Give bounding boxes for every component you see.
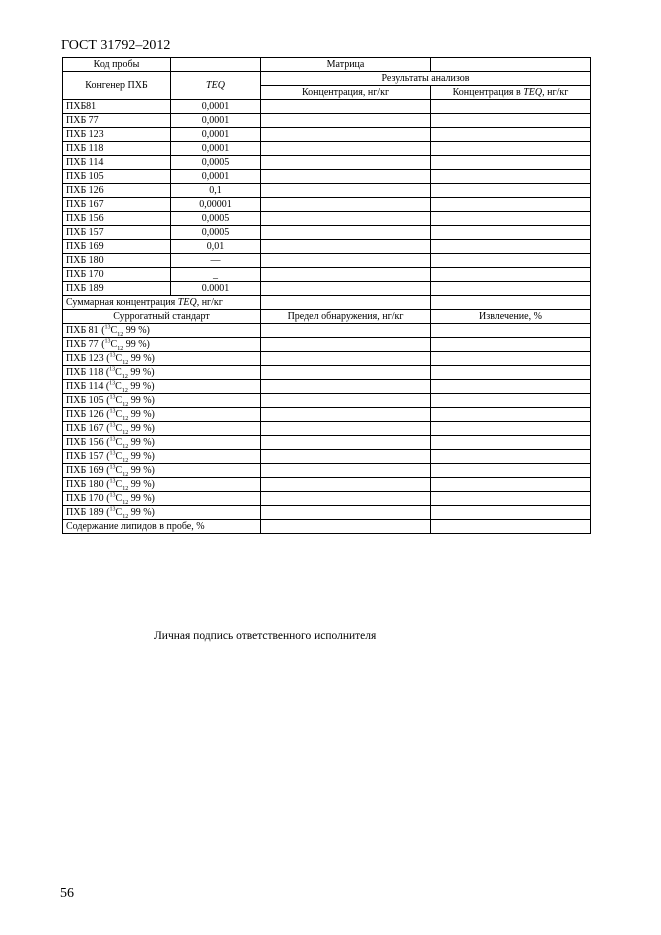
congener-row	[63, 184, 591, 198]
detection-limit-field[interactable]	[261, 394, 431, 408]
congener-teq: 0,0001	[171, 114, 261, 128]
surrogate-row	[63, 464, 591, 478]
concentration-teq-field[interactable]	[431, 114, 591, 128]
surrogate-name: ПХБ 156 ($^{13}C_{12}$ 99 %)	[63, 436, 261, 450]
isotope-purity: 99 %	[125, 325, 147, 336]
isotope-count: 12	[121, 374, 128, 380]
recovery-field[interactable]	[431, 422, 591, 436]
isotope-purity: 99 %	[130, 353, 152, 364]
recovery-field[interactable]	[431, 436, 591, 450]
isotope-element: C	[115, 423, 123, 434]
isotope-element: C	[115, 367, 122, 378]
isotope-count: 12	[117, 346, 124, 352]
sum-prefix: Суммарная концентрация	[66, 297, 178, 308]
isotope-element: C	[115, 451, 123, 462]
congener-name: ПХБ 105	[63, 170, 171, 184]
isotope-count: 12	[122, 416, 129, 422]
isotope-purity: 99 %	[130, 367, 152, 378]
concentration-field[interactable]	[261, 128, 431, 142]
isotope-purity: 99 %	[130, 423, 152, 434]
congener-header: Конгенер ПХБ	[63, 72, 171, 100]
concentration-teq-field[interactable]	[431, 254, 591, 268]
results-header: Результаты анализов	[261, 72, 591, 86]
recovery-field[interactable]	[431, 338, 591, 352]
surrogate-row	[63, 478, 591, 492]
concentration-field[interactable]	[261, 212, 431, 226]
surrogate-name: ПХБ 170 ($^{13}C_{12}$ 99 %)	[63, 492, 261, 506]
surrogate-name: ПХБ 81 ($^{13}C_{12}$ 99 %)	[63, 324, 261, 338]
congener-row	[63, 156, 591, 170]
surrogate-name: ПХБ 126 ($^{13}C_{12}$ 99 %)	[63, 408, 261, 422]
surrogate-row	[63, 352, 591, 366]
surrogate-row	[63, 492, 591, 506]
detection-limit-field[interactable]	[261, 436, 431, 450]
detection-limit-header: Предел обнаружения, нг/кг	[261, 310, 431, 324]
detection-limit-field[interactable]	[261, 422, 431, 436]
conc-teq-suffix: , нг/кг	[542, 87, 569, 98]
congener-name: ПХБ 167	[63, 198, 171, 212]
concentration-teq-field[interactable]	[431, 100, 591, 114]
concentration-teq-field[interactable]	[431, 170, 591, 184]
surrogate-label: ПХБ 126	[66, 409, 104, 420]
sum-teq: TEQ	[177, 297, 197, 308]
surrogate-row	[63, 422, 591, 436]
surrogate-row	[63, 436, 591, 450]
concentration-teq-field[interactable]	[431, 212, 591, 226]
congener-teq: 0,0005	[171, 156, 261, 170]
congener-row	[63, 114, 591, 128]
congener-row	[63, 198, 591, 212]
document-header: ГОСТ 31792–2012	[61, 38, 171, 53]
detection-limit-field[interactable]	[261, 324, 431, 338]
detection-limit-field[interactable]	[261, 450, 431, 464]
sum-suffix: , нг/кг	[196, 297, 223, 308]
congener-teq: 0,0001	[171, 100, 261, 114]
page-number: 56	[60, 886, 74, 901]
congener-row	[63, 226, 591, 240]
congener-name: ПХБ 118	[63, 142, 171, 156]
sample-code-label: Код пробы	[63, 58, 171, 72]
recovery-field[interactable]	[431, 478, 591, 492]
isotope-purity: 99 %	[130, 395, 152, 406]
isotope-count: 12	[122, 430, 129, 436]
recovery-field[interactable]	[431, 366, 591, 380]
isotope-count: 12	[122, 444, 129, 450]
surrogate-header-row	[63, 310, 591, 324]
surrogate-row	[63, 450, 591, 464]
recovery-field[interactable]	[431, 394, 591, 408]
concentration-header: Концентрация, нг/кг	[261, 86, 431, 100]
surrogate-name: ПХБ 169 ($^{13}C_{12}$ 99 %)	[63, 464, 261, 478]
detection-limit-field[interactable]	[261, 352, 431, 366]
recovery-field[interactable]	[431, 492, 591, 506]
concentration-teq-field[interactable]	[431, 184, 591, 198]
isotope-count: 12	[117, 332, 124, 338]
isotope-element: C	[115, 437, 123, 448]
recovery-header: Извлечение, %	[431, 310, 591, 324]
isotope-purity: 99 %	[130, 451, 152, 462]
surrogate-label: ПХБ 105	[66, 395, 104, 406]
isotope-purity: 99 %	[130, 437, 152, 448]
congener-name: ПХБ81	[63, 100, 171, 114]
congener-name: ПХБ 77	[63, 114, 171, 128]
surrogate-label: ПХБ 169	[66, 465, 104, 476]
surrogate-row	[63, 408, 591, 422]
congener-teq: 0,0001	[171, 170, 261, 184]
signature-label: Личная подпись ответственного исполнителя	[154, 630, 377, 642]
isotope-mass: 13	[109, 366, 116, 373]
concentration-teq-field[interactable]	[431, 128, 591, 142]
congener-teq: 0,0005	[171, 226, 261, 240]
congener-teq: —	[171, 254, 261, 268]
congener-teq: 0,01	[171, 240, 261, 254]
isotope-mass: 13	[109, 422, 116, 429]
surrogate-label: ПХБ 167	[66, 423, 104, 434]
surrogate-label: ПХБ 170	[66, 493, 104, 504]
detection-limit-field[interactable]	[261, 492, 431, 506]
congener-row	[63, 212, 591, 226]
surrogate-row	[63, 380, 591, 394]
isotope-mass: 13	[109, 394, 116, 401]
isotope-mass: 13	[109, 478, 116, 485]
surrogate-header: Суррогатный стандарт	[63, 310, 261, 324]
congener-row	[63, 128, 591, 142]
conc-teq-teq: TEQ	[523, 87, 543, 98]
detection-limit-field[interactable]	[261, 464, 431, 478]
isotope-purity: 99 %	[130, 381, 152, 392]
isotope-element: C	[110, 325, 118, 336]
detection-limit-field[interactable]	[261, 478, 431, 492]
isotope-purity: 99 %	[125, 339, 147, 350]
isotope-count: 12	[122, 458, 129, 464]
sample-code-row	[63, 58, 591, 72]
surrogate-name: ПХБ 118 ($^{13}C_{12}$ 99 %)	[63, 366, 261, 380]
isotope-count: 12	[121, 388, 128, 394]
teq-header	[171, 72, 261, 100]
sum-teq-field[interactable]	[261, 296, 431, 310]
recovery-field[interactable]	[431, 450, 591, 464]
surrogate-label: ПХБ 81	[66, 325, 99, 336]
concentration-teq-field[interactable]	[431, 268, 591, 282]
congener-name: ПХБ 170	[63, 268, 171, 282]
analysis-results-table	[62, 57, 591, 534]
isotope-mass: 13	[109, 408, 116, 415]
isotope-purity: 99 %	[130, 493, 152, 504]
detection-limit-field[interactable]	[261, 366, 431, 380]
concentration-field[interactable]	[261, 254, 431, 268]
concentration-field[interactable]	[261, 142, 431, 156]
isotope-purity: 99 %	[130, 409, 152, 420]
concentration-teq-field[interactable]	[431, 198, 591, 212]
isotope-element: C	[110, 339, 118, 350]
concentration-teq-field[interactable]	[431, 226, 591, 240]
surrogate-row	[63, 394, 591, 408]
surrogate-label: ПХБ 123	[66, 353, 104, 364]
isotope-mass: 13	[109, 352, 116, 359]
concentration-teq-field[interactable]	[431, 240, 591, 254]
surrogate-row	[63, 366, 591, 380]
recovery-field[interactable]	[431, 464, 591, 478]
isotope-count: 12	[122, 500, 129, 506]
isotope-purity: 99 %	[130, 507, 152, 518]
congener-name: ПХБ 157	[63, 226, 171, 240]
sum-teq-field-2[interactable]	[431, 296, 591, 310]
surrogate-label: ПХБ 189	[66, 507, 104, 518]
concentration-field[interactable]	[261, 114, 431, 128]
concentration-field[interactable]	[261, 198, 431, 212]
matrix-field[interactable]	[431, 58, 591, 72]
concentration-field[interactable]	[261, 268, 431, 282]
isotope-element: C	[115, 353, 123, 364]
surrogate-name: ПХБ 157 ($^{13}C_{12}$ 99 %)	[63, 450, 261, 464]
sum-teq-label	[63, 296, 261, 310]
teq-header-text: TEQ	[206, 80, 225, 91]
isotope-mass: 13	[109, 450, 116, 457]
isotope-mass: 13	[109, 380, 116, 387]
isotope-purity: 99 %	[130, 479, 152, 490]
recovery-field[interactable]	[431, 352, 591, 366]
congener-name: ПХБ 114	[63, 156, 171, 170]
concentration-field[interactable]	[261, 282, 431, 296]
lipid-row	[63, 520, 591, 534]
detection-limit-field[interactable]	[261, 338, 431, 352]
congener-row	[63, 268, 591, 282]
surrogate-label: ПХБ 77	[66, 339, 99, 350]
surrogate-row	[63, 338, 591, 352]
isotope-element: C	[115, 395, 123, 406]
conc-teq-prefix: Концентрация в	[452, 87, 524, 98]
surrogate-label: ПХБ 118	[66, 367, 104, 378]
isotope-element: C	[115, 479, 123, 490]
surrogate-name: ПХБ 189 ($^{13}C_{12}$ 99 %)	[63, 506, 261, 520]
isotope-count: 12	[122, 486, 129, 492]
isotope-mass: 13	[104, 338, 111, 345]
concentration-field[interactable]	[261, 240, 431, 254]
congener-row	[63, 100, 591, 114]
recovery-field[interactable]	[431, 324, 591, 338]
concentration-teq-header	[431, 86, 591, 100]
concentration-field[interactable]	[261, 170, 431, 184]
isotope-element: C	[115, 409, 123, 420]
concentration-field[interactable]	[261, 100, 431, 114]
surrogate-name: ПХБ 105 ($^{13}C_{12}$ 99 %)	[63, 394, 261, 408]
surrogate-label: ПХБ 114	[66, 381, 104, 392]
lipid-label: Содержание липидов в пробе, %	[63, 520, 261, 534]
congener-teq: 0,0001	[171, 142, 261, 156]
isotope-element: C	[115, 507, 123, 518]
isotope-purity: 99 %	[130, 465, 152, 476]
lipid-field-2[interactable]	[431, 520, 591, 534]
isotope-mass: 13	[109, 492, 116, 499]
isotope-count: 12	[122, 472, 129, 478]
concentration-teq-field[interactable]	[431, 282, 591, 296]
results-header-row	[63, 72, 591, 86]
lipid-field[interactable]	[261, 520, 431, 534]
congener-teq: _	[171, 268, 261, 282]
surrogate-label: ПХБ 180	[66, 479, 104, 490]
isotope-mass: 13	[109, 506, 116, 513]
congener-teq: 0,0001	[171, 128, 261, 142]
detection-limit-field[interactable]	[261, 506, 431, 520]
recovery-field[interactable]	[431, 408, 591, 422]
congener-row	[63, 142, 591, 156]
concentration-field[interactable]	[261, 156, 431, 170]
sum-teq-row	[63, 296, 591, 310]
isotope-count: 12	[122, 360, 129, 366]
recovery-field[interactable]	[431, 380, 591, 394]
concentration-field[interactable]	[261, 226, 431, 240]
isotope-mass: 13	[109, 464, 116, 471]
surrogate-label: ПХБ 156	[66, 437, 104, 448]
congener-name: ПХБ 123	[63, 128, 171, 142]
isotope-count: 12	[122, 514, 129, 520]
congener-teq: 0.0001	[171, 282, 261, 296]
isotope-mass: 13	[109, 436, 116, 443]
isotope-element: C	[115, 381, 122, 392]
surrogate-row	[63, 324, 591, 338]
congener-row	[63, 254, 591, 268]
matrix-label: Матрица	[261, 58, 431, 72]
congener-row	[63, 240, 591, 254]
congener-name: ПХБ 126	[63, 184, 171, 198]
recovery-field[interactable]	[431, 506, 591, 520]
isotope-element: C	[115, 493, 123, 504]
isotope-mass: 13	[104, 324, 111, 331]
surrogate-name: ПХБ 180 ($^{13}C_{12}$ 99 %)	[63, 478, 261, 492]
surrogate-name: ПХБ 114 ($^{13}C_{12}$ 99 %)	[63, 380, 261, 394]
isotope-element: C	[115, 465, 123, 476]
surrogate-name: ПХБ 123 ($^{13}C_{12}$ 99 %)	[63, 352, 261, 366]
congener-teq: 0,1	[171, 184, 261, 198]
detection-limit-field[interactable]	[261, 380, 431, 394]
congener-row	[63, 170, 591, 184]
congener-teq: 0,00001	[171, 198, 261, 212]
congener-teq: 0,0005	[171, 212, 261, 226]
congener-name: ПХБ 156	[63, 212, 171, 226]
concentration-teq-field[interactable]	[431, 156, 591, 170]
detection-limit-field[interactable]	[261, 408, 431, 422]
isotope-count: 12	[122, 402, 129, 408]
concentration-teq-field[interactable]	[431, 142, 591, 156]
surrogate-name: ПХБ 167 ($^{13}C_{12}$ 99 %)	[63, 422, 261, 436]
congener-name: ПХБ 189	[63, 282, 171, 296]
surrogate-label: ПХБ 157	[66, 451, 104, 462]
concentration-field[interactable]	[261, 184, 431, 198]
congener-name: ПХБ 180	[63, 254, 171, 268]
surrogate-row	[63, 506, 591, 520]
surrogate-name: ПХБ 77 ($^{13}C_{12}$ 99 %)	[63, 338, 261, 352]
congener-name: ПХБ 169	[63, 240, 171, 254]
sample-code-field[interactable]	[171, 58, 261, 72]
congener-row	[63, 282, 591, 296]
